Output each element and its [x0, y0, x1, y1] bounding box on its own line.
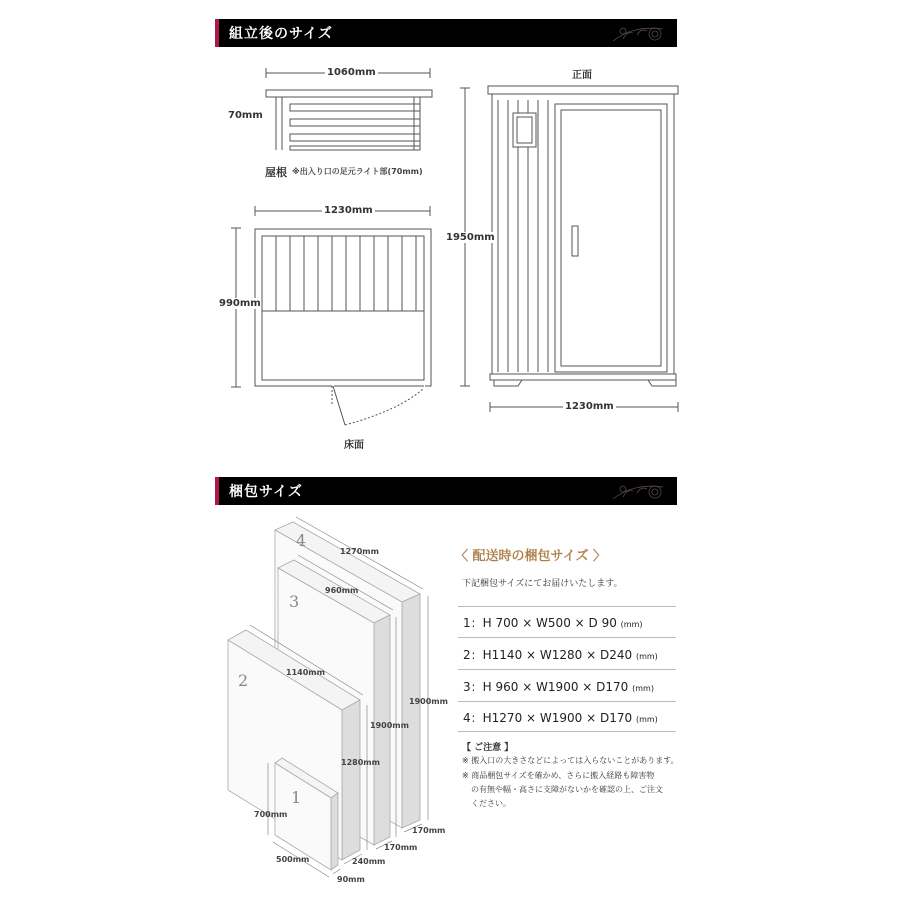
front-width-label: 1230mm [565, 401, 614, 412]
floor-width-label: 1230mm [324, 205, 373, 216]
box3-height-label: 1900mm [370, 721, 409, 730]
box2-side [342, 700, 360, 860]
box2-number: 2 [238, 671, 249, 690]
box3-number: 3 [289, 592, 300, 611]
roof-label: 屋根 [265, 166, 287, 179]
box2-width-label: 1140mm [286, 668, 325, 677]
section-title-assembled: 組立後のサイズ [229, 26, 333, 42]
front-height-label: 1950mm [446, 232, 495, 243]
box2-depth-label: 240mm [352, 857, 386, 866]
box1-side [331, 793, 338, 870]
floor-label: 床面 [344, 440, 364, 451]
floor-depth-label: 990mm [219, 298, 261, 309]
caution-note-2-end: ください。 [471, 799, 511, 808]
spec-row-3: 3：H 960 × W1900 × D170 (mm) [463, 680, 654, 694]
spec-row-4: 4：H1270 × W1900 × D170 (mm) [463, 711, 658, 725]
spec-divider [458, 637, 676, 638]
box1-width-label: 500mm [276, 855, 310, 864]
box2-height-label: 1280mm [341, 758, 380, 767]
spec-row-1: 1：H 700 × W500 × D 90 (mm) [463, 616, 643, 630]
section-title-package: 梱包サイズ [229, 484, 303, 500]
package-intro: 下記梱包サイズにてお届けいたします。 [462, 579, 623, 589]
spec-divider [458, 731, 676, 732]
roof-width-label: 1060mm [327, 67, 376, 78]
box3-side [374, 615, 390, 845]
caution-note-1: ※ 搬入口の大きさなどによっては入らないことがあります。 [462, 756, 679, 765]
box3-width-label: 960mm [325, 586, 359, 595]
box1-height-label: 700mm [254, 810, 288, 819]
caution-title: 【 ご注意 】 [462, 743, 514, 753]
box4-width-label: 1270mm [340, 547, 379, 556]
spec-divider [458, 606, 676, 607]
roof-height-label: 70mm [228, 110, 263, 121]
caution-note-2-cont: の有無や幅・高さに支障がないかを確認の上、ご注文 [471, 785, 663, 794]
box4-number: 4 [296, 531, 307, 550]
front-label: 正面 [572, 70, 592, 81]
box1-number: 1 [291, 788, 302, 807]
package-heading: 〈 配送時の梱包サイズ 〉 [455, 549, 607, 564]
spec-divider [458, 701, 676, 702]
caution-note-2: ※ 商品梱包サイズを確かめ、さらに搬入経路も障害物 [462, 771, 655, 780]
box3-depth-label: 170mm [384, 843, 418, 852]
spec-divider [458, 669, 676, 670]
box4-side [402, 594, 420, 828]
roof-note: ※出入り口の足元ライト部(70mm) [292, 167, 423, 176]
box1-depth-label: 90mm [337, 875, 365, 884]
box4-height-label: 1900mm [409, 697, 448, 706]
spec-row-2: 2：H1140 × W1280 × D240 (mm) [463, 648, 658, 662]
box4-depth-label: 170mm [412, 826, 446, 835]
